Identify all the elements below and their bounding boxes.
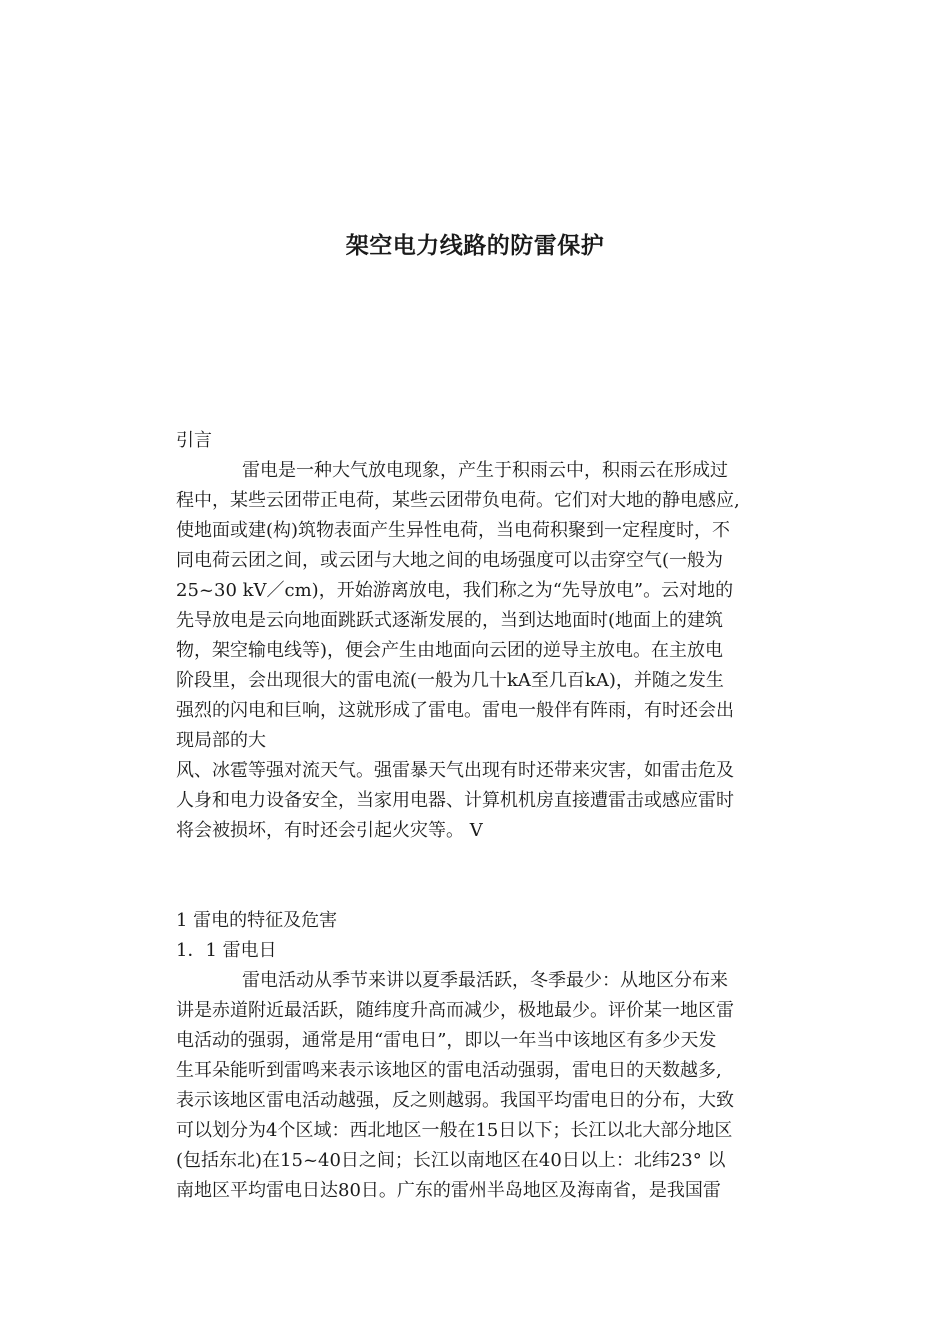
document-title: 架空电力线路的防雷保护 (345, 233, 605, 259)
paragraph-line: 可以划分为4个区域：西北地区一般在15日以下；长江以北大部分地区 (176, 1120, 733, 1141)
section-heading-1: 1 雷电的特征及危害 (176, 910, 338, 931)
paragraph-line: 人身和电力设备安全，当家用电器、计算机机房直接遭雷击或感应雷时 (176, 790, 734, 811)
paragraph-line: 南地区平均雷电日达80日。广东的雷州半岛地区及海南省，是我国雷 (176, 1180, 721, 1201)
paragraph-line: (包括东北)在15~40日之间；长江以南地区在40日以上：北纬23° 以 (176, 1150, 726, 1171)
paragraph-line: 先导放电是云向地面跳跃式逐渐发展的，当到达地面时(地面上的建筑 (176, 610, 724, 631)
paragraph-line: 讲是赤道附近最活跃，随纬度升高而减少，极地最少。评价某一地区雷 (176, 1000, 734, 1021)
paragraph-line: 电活动的强弱，通常是用“雷电日”，即以一年当中该地区有多少天发 (176, 1030, 717, 1051)
paragraph-line: 雷电活动从季节来讲以夏季最活跃，冬季最少：从地区分布来 (242, 970, 728, 991)
paragraph-line: 雷电是一种大气放电现象，产生于积雨云中，积雨云在形成过 (242, 460, 728, 481)
paragraph-line: 现局部的大 (176, 730, 266, 751)
paragraph-line: 物，架空输电线等)，便会产生由地面向云团的逆导主放电。在主放电 (176, 640, 724, 661)
section-heading-1-1: 1．1 雷电日 (176, 940, 277, 961)
paragraph-line: 阶段里，会出现很大的雷电流(一般为几十kA至几百kA)，并随之发生 (176, 670, 724, 691)
paragraph-line: 将会被损坏，有时还会引起火灾等。 V (176, 820, 483, 841)
paragraph-line: 25~30 kV／cm)，开始游离放电，我们称之为“先导放电”。云对地的 (176, 580, 734, 601)
paragraph-line: 生耳朵能听到雷鸣来表示该地区的雷电活动强弱，雷电日的天数越多, (176, 1060, 722, 1081)
paragraph-line: 表示该地区雷电活动越强，反之则越弱。我国平均雷电日的分布，大致 (176, 1090, 734, 1111)
paragraph-line: 强烈的闪电和巨响，这就形成了雷电。雷电一般伴有阵雨，有时还会出 (176, 700, 734, 721)
section-heading-intro: 引言 (176, 430, 212, 451)
paragraph-line: 同电荷云团之间，或云团与大地之间的电场强度可以击穿空气(一般为 (176, 550, 724, 571)
paragraph-line: 程中，某些云团带正电荷，某些云团带负电荷。它们对大地的静电感应, (176, 490, 740, 511)
paragraph-line: 风、冰雹等强对流天气。强雷暴天气出现有时还带来灾害，如雷击危及 (176, 760, 734, 781)
paragraph-line: 使地面或建(构)筑物表面产生异性电荷，当电荷积聚到一定程度时，不 (176, 520, 731, 541)
